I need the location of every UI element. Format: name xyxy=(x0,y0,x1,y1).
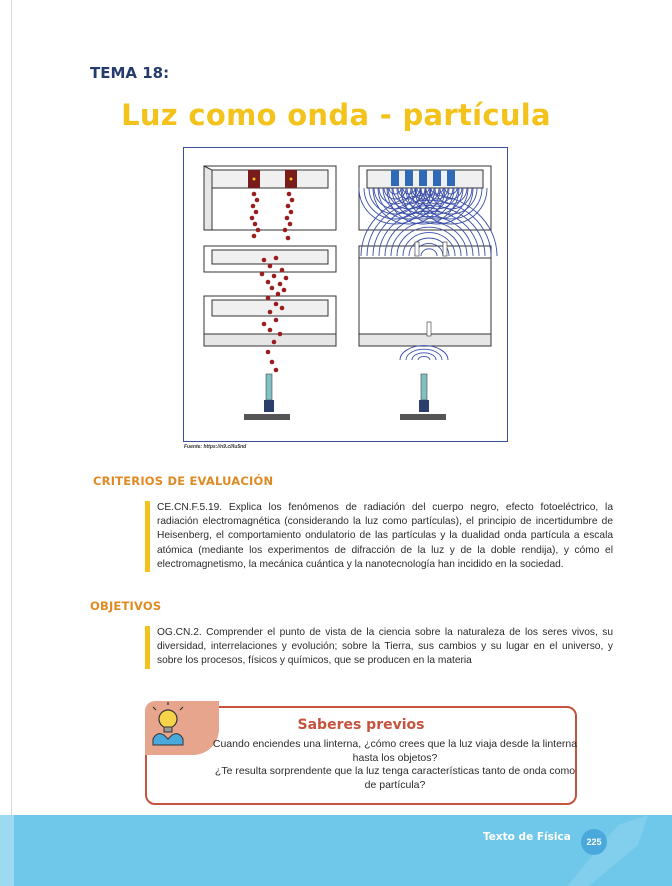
criterios-text: CE.CN.F.5.19. Explica los fenómenos de radiación del cuerpo negro, efecto fotoeléctrico, la radiación electromagnética (considerando la luz como partículas), el principio de incertidumbre de Heisenberg, el comportamiento ondulatorio de las partículas y la dualidad onda partícula a escala atómica (mediante los experimentos de difracción de la luz y de la doble rendija), y cómo el electromagnetismo, la mecánica cuántica y la nanotecnología han incidido en la sociedad. xyxy=(145,501,613,572)
saberes-question-1: Cuando enciendes una linterna, ¿cómo crees que la luz viaja desde la linterna hasta los objetos? xyxy=(212,738,578,764)
page-number: 225 xyxy=(581,829,607,855)
topic-label: TEMA 18: xyxy=(90,64,170,82)
saberes-text xyxy=(212,738,578,792)
footer-strip xyxy=(0,815,14,886)
objetivos-text: OG.CN.2. Comprender el punto de vista de la ciencia sobre la naturaleza de los seres vivos, su diversidad, interrelaciones y evolución; sobre la Tierra, sus cambios y su lugar en el universo, y sobre los procesos, físicos y químicos, que se producen en la materia xyxy=(145,626,613,669)
flashlight-left xyxy=(266,374,272,400)
flashlight-right xyxy=(421,374,427,400)
footer-book-title: Texto de Física xyxy=(483,831,571,843)
objetivos-heading: OBJETIVOS xyxy=(90,599,162,613)
criterios-heading: CRITERIOS DE EVALUACIÓN xyxy=(93,474,274,488)
figure-caption: Fuente: https://n9.cl/lu5nd xyxy=(184,444,247,450)
page-title: Luz como onda - partícula xyxy=(121,98,551,132)
saberes-title: Saberes previos xyxy=(297,717,425,733)
double-slit-figure xyxy=(183,147,508,442)
double-slit-illustration xyxy=(184,148,507,441)
saberes-question-2: ¿Te resulta sorprendente que la luz tenga características tanto de onda como de partícula? xyxy=(214,765,576,791)
particle-apparatus xyxy=(204,166,336,346)
page-margin-line xyxy=(11,0,12,886)
